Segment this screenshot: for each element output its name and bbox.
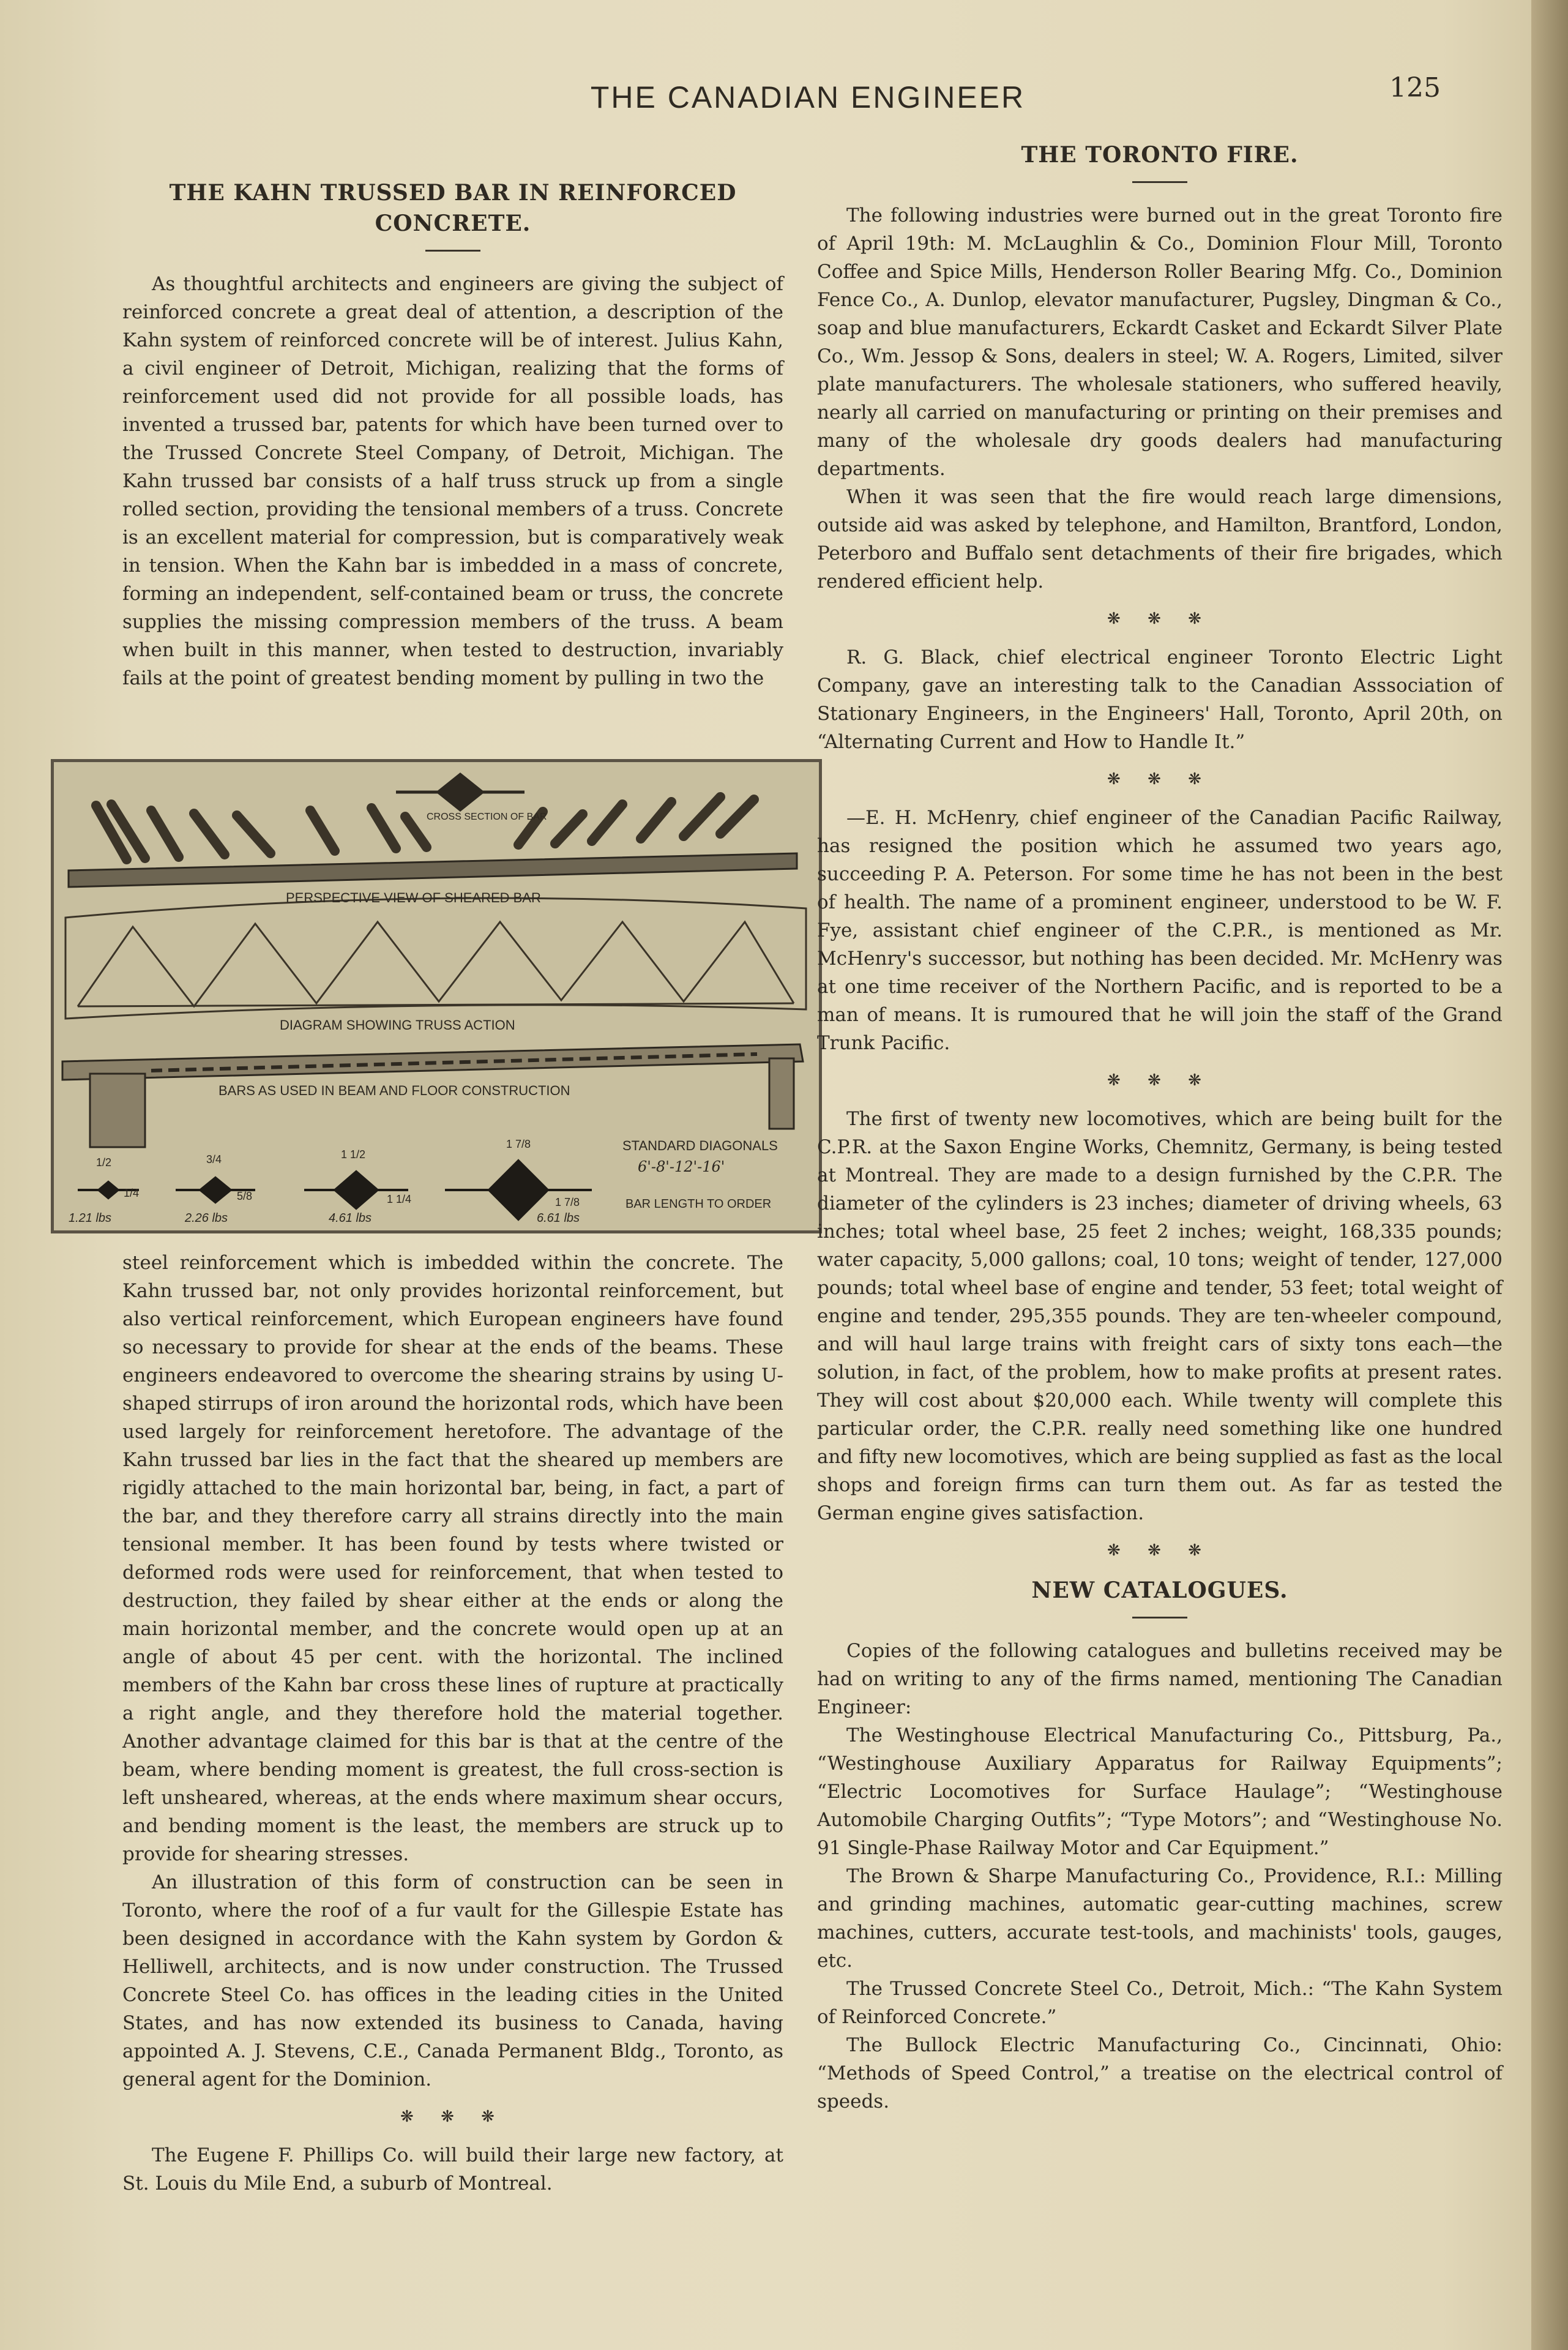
page-binding-edge	[1531, 0, 1568, 2350]
section-separator-stars: ❋ ❋ ❋	[1107, 1541, 1212, 1560]
perspective-label: PERSPECTIVE VIEW OF SHEARED BAR	[286, 890, 541, 905]
kahn-paragraph-1-continued: steel reinforcement which is imbedded within the concrete. The Kahn trussed bar, not only provides horizontal reinforcement, but also vertical reinforcement, which European engineers have found so necessary to provide for shear at the ends of the beams. These engineers endeavored to overcome the shearing strains by using U-shaped stirrups of iron around the horizontal rods, which have been used largely for reinforcement heretofore. The advantage of the Kahn trussed bar lies in the fact that the sheared up members are rigidly attached to the main horizontal bar, being, in fact, a part of the bar, and they therefore carry all strains directly into the main tensional member. It has been found by tests where twisted or deformed rods were used for reinforcement, that when tested to destruction, they failed by shear either at the ends or along the main horizontal member, and the concrete would open up at an angle of about 45 per cent. with the horizontal. The inclined members of the Kahn bar cross these lines of rupture at practically a right angle, and they therefore hold the material together. Another advantage claimed for this bar is that at the centre of the beam, where bending moment is greatest, the full cross-section is left unsheared, whereas, at the ends where maximum shear occurs, and bending moment is the least, the members are struck up to provide for shearing stresses.	[122, 1252, 783, 1865]
section-separator-stars: ❋ ❋ ❋	[1107, 1071, 1212, 1090]
black-talk-item: R. G. Black, chief electrical engineer Toronto Electric Light Company, gave an interesting talk to the Canadian Asssociation of Stationary Engineers, in the Engineers' Hall, Toronto, April 20th, on “Alternating Current and How to Handle It.”	[817, 646, 1503, 753]
kahn-article-continued	[122, 1249, 783, 2198]
bar-dim-b-2: 5/8	[237, 1190, 253, 1202]
kahn-paragraph-2: An illustration of this form of construction can be seen in Toronto, where the roof of a fur vault for the Gillespie Estate has been designed in accordance with the Kahn system by Gordon & Helliwell, architects, and is now under construction. The Trussed Concrete Steel Co. has offices in the leading cities in the United States, and has now extended its business to Canada, having appointed A. J. Stevens, C.E., Canada Permanent Bldg., Toronto, as general agent for the Dominion.	[122, 1871, 783, 2090]
bar-dim-b-4: 1 7/8	[555, 1196, 580, 1208]
toronto-fire-paragraph-2: When it was seen that the fire would reach large dimensions, outside aid was asked by telephone, and Hamilton, Brantford, London, Peterboro and Buffalo sent detachments of their fire brigades, which rendered efficient help.	[817, 486, 1503, 593]
bars-used-label: BARS AS USED IN BEAM AND FLOOR CONSTRUCTION	[218, 1083, 570, 1098]
bar-weight-2: 2.26 lbs	[185, 1211, 228, 1225]
catalogue-bullock: The Bullock Electric Manufacturing Co., Cincinnati, Ohio: “Methods of Speed Control,” a treatise on the electrical control of speeds.	[817, 2034, 1503, 2112]
bar-length-label: BAR LENGTH TO ORDER	[625, 1197, 772, 1211]
right-column	[817, 140, 1503, 2116]
new-catalogues-title: NEW CATALOGUES.	[1031, 1577, 1288, 1603]
kahn-article-top	[122, 178, 783, 692]
catalogue-brown-sharpe: The Brown & Sharpe Manufacturing Co., Providence, R.I.: Milling and grinding machines, automatic gear-cutting machines, screw machines, cutters, accurate test-tools, and machinists' tools, gauges, etc.	[817, 1865, 1503, 1972]
catalogues-intro: Copies of the following catalogues and bulletins received may be had on writing to any of the firms named, mentioning The Canadian Engineer:	[817, 1640, 1503, 1718]
truss-diagram-label: DIAGRAM SHOWING TRUSS ACTION	[280, 1017, 515, 1033]
section-separator-stars: ❋ ❋ ❋	[1107, 610, 1212, 628]
catalogue-westinghouse: The Westinghouse Electrical Manufacturing Co., Pittsburg, Pa., “Westinghouse Auxiliary Apparatus for Railway Equipments”; “Electric Locomotives for Surface Haulage”; “Westinghouse Automobile Charging Outfits”; “Type Motors”; and “Westinghouse No. 91 Single-Phase Railway Motor and Car Equipment.”	[817, 1724, 1503, 1859]
bar-dim-a-4: 1 7/8	[506, 1138, 531, 1150]
bar-weight-4: 6.61 lbs	[537, 1211, 580, 1225]
bar-weight-3: 4.61 lbs	[329, 1211, 372, 1225]
kahn-bar-illustration	[51, 759, 822, 1233]
bar-dim-a-1: 1/2	[96, 1156, 112, 1169]
mchenry-item: —E. H. McHenry, chief engineer of the Canadian Pacific Railway, has resigned the position which he assumed two years ago, succeeding P. A. Peterson. For some time he has not been in the best of health. The name of a prominent engineer, understood to be W. F. Fye, assistant chief engineer of the C.P.R., is mentioned as Mr. McHenry's successor, but nothing has been decided. Mr. McHenry was at one time receiver of the Northern Pacific, and is reported to be a man of means. It is rumoured that he will join the staff of the Grand Trunk Pacific.	[817, 807, 1503, 1054]
perspective-sheared-bar	[69, 797, 797, 887]
standard-diagonals-label: STANDARD DIAGONALS	[622, 1138, 778, 1153]
section-separator-stars: ❋ ❋ ❋	[400, 2108, 506, 2126]
bar-dim-a-3: 1 1/2	[341, 1148, 366, 1161]
bar-dim-a-2: 3/4	[206, 1153, 222, 1166]
title-rule	[1132, 181, 1187, 183]
kahn-article-title: THE KAHN TRUSSED BAR IN REINFORCED CONCRETE.	[169, 180, 737, 236]
phillips-item: The Eugene F. Phillips Co. will build their large new factory, at St. Louis du Mile End, a suburb of Montreal.	[122, 2144, 783, 2195]
cross-section-label: CROSS SECTION OF BAR	[427, 812, 547, 822]
bar-dim-b-1: 1/4	[124, 1187, 140, 1199]
bar-weight-1: 1.21 lbs	[69, 1211, 112, 1225]
toronto-fire-paragraph-1: The following industries were burned out in the great Toronto fire of April 19th: M. McLaughlin & Co., Dominion Flour Mill, Toronto Coffee and Spice Mills, Henderson Roller Bearing Mfg. Co., Dominion Fence Co., A. Dunlop, elevator manufacturer, Pugsley, Dingman & Co., soap and blue manufacturers, Eckardt Casket and Eckardt Silver Plate Co., Wm. Jessop & Sons, dealers in steel; W. A. Rogers, Limited, silver plate manufacturers. The wholesale stationers, who suffered heavily, nearly all carried on manufacturing or printing on their premises and many of the wholesale dry goods dealers had manufacturing departments.	[817, 204, 1503, 480]
toronto-fire-title: THE TORONTO FIRE.	[1021, 142, 1299, 168]
running-head: THE CANADIAN ENGINEER	[590, 80, 1026, 114]
cross-section-shape	[396, 773, 525, 812]
section-separator-stars: ❋ ❋ ❋	[1107, 770, 1212, 788]
page-number: 125	[1389, 72, 1441, 103]
title-rule	[425, 250, 480, 252]
locomotives-item: The first of twenty new locomotives, which are being built for the C.P.R. at the Saxon Engine Works, Chemnitz, Germany, is being tested at Montreal. They are made to a design furnished by the C.P.R. The diameter of the cylinders is 23 inches; diameter of driving wheels, 63 inches; total wheel base, 25 feet 2 inches; weight, 168,335 pounds; water capacity, 5,000 gallons; coal, 10 tons; weight of tender, 127,000 pounds; total wheel base of engine and tender, 53 feet; total weight of engine and tender, 295,355 pounds. They are ten-wheeler compound, and will haul large trains with freight cars of sixty tons each—the solution, in fact, of the problem, how to make profits at present rates. They will cost about $20,000 each. While twenty will complete this particular order, the C.P.R. really need something like one hundred and fifty new locomotives, which are being supplied as fast as the local shops and foreign firms can turn them out. As far as tested the German engine gives satisfaction.	[817, 1108, 1503, 1524]
title-rule	[1132, 1617, 1187, 1618]
bar-dim-b-3: 1 1/4	[387, 1193, 412, 1205]
kahn-paragraph-1: As thoughtful architects and engineers are giving the subject of reinforced concrete a great deal of attention, a description of the Kahn system of reinforced concrete will be of interest. Julius Kahn, a civil engineer of Detroit, Michigan, realizing that the forms of reinforcement used did not provide for all possible loads, has invented a trussed bar, patents for which have been turned over to the Trussed Concrete Steel Company, of Detroit, Michigan. The Kahn trussed bar consists of a half truss struck up from a single rolled section, providing the tensional members of a truss. Concrete is an excellent material for compression, but is comparatively weak in tension. When the Kahn bar is imbedded in a mass of concrete, forming an independent, self-contained beam or truss, the concrete supplies the missing compression members of the truss. A beam when built in this manner, when tested to destruction, invariably fails at the point of greatest bending moment by pulling in two the	[122, 273, 783, 689]
catalogue-trussed-concrete: The Trussed Concrete Steel Co., Detroit, Mich.: “The Kahn System of Reinforced Concrete.”	[817, 1978, 1503, 2028]
diagonal-lengths-label: 6'-8'-12'-16'	[638, 1158, 725, 1175]
truss-action-diagram	[65, 898, 806, 1019]
